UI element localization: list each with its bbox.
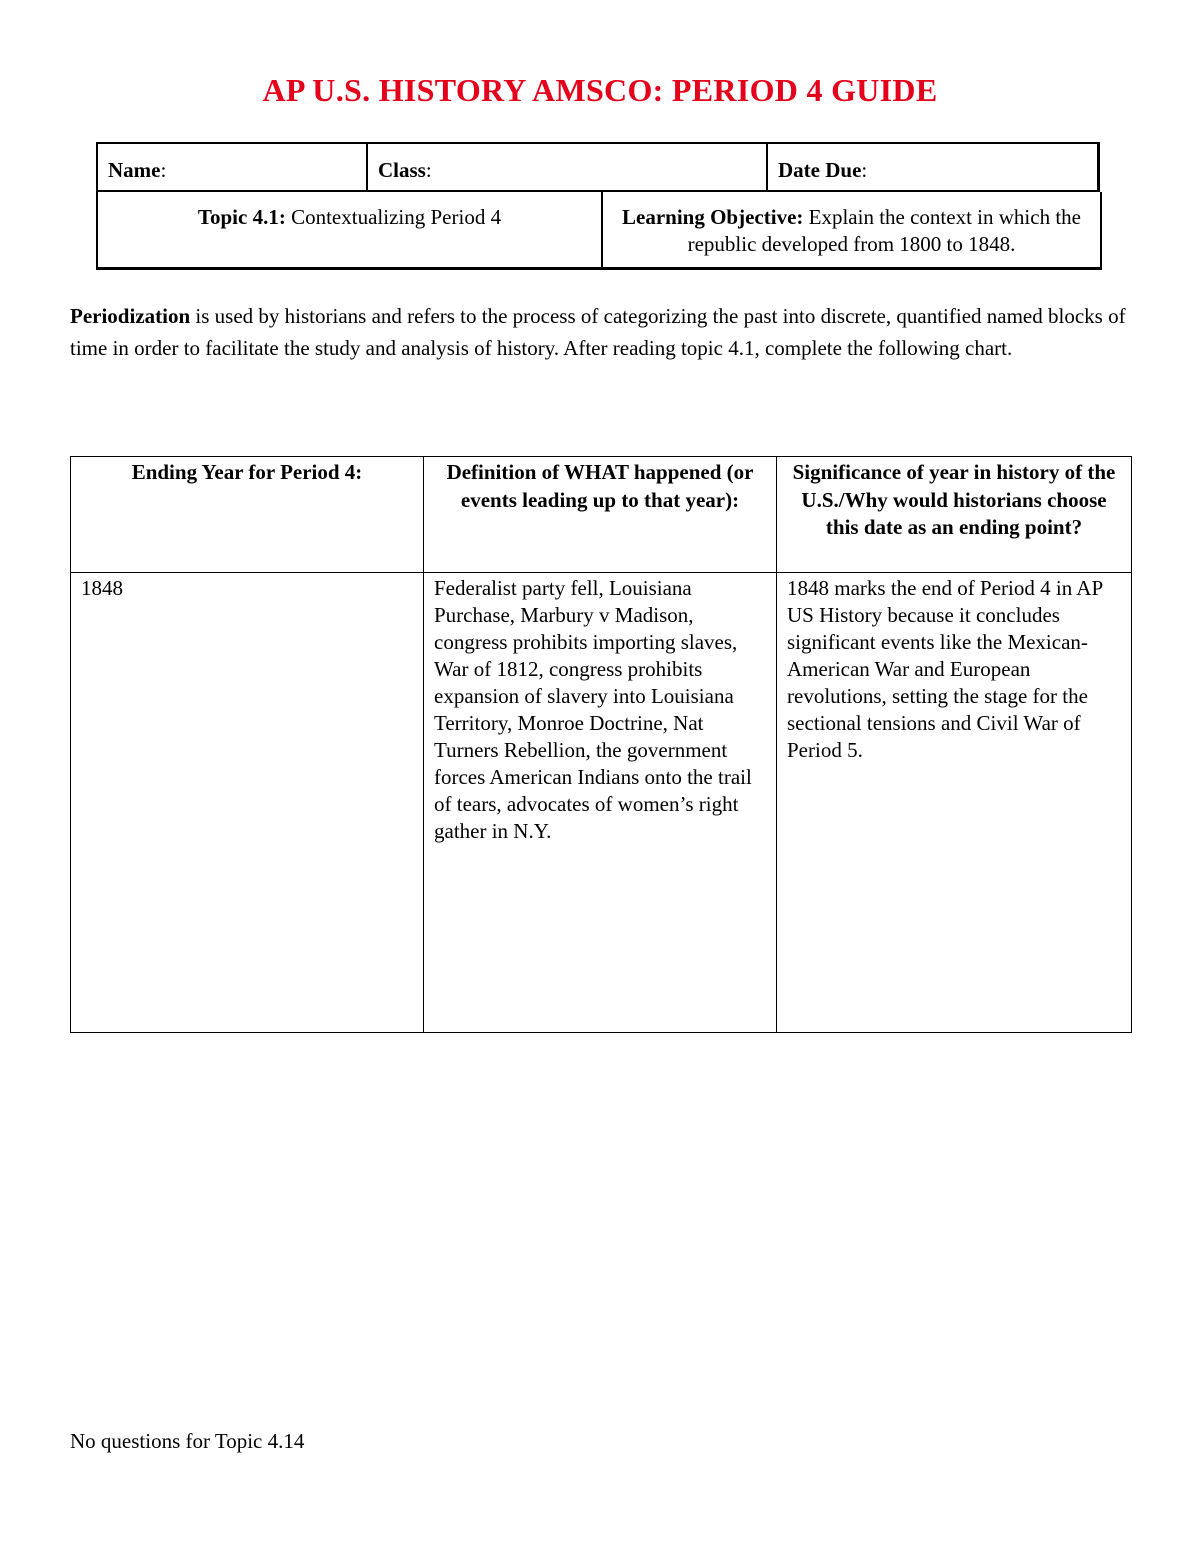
intro-paragraph bbox=[70, 301, 1130, 364]
learning-objective-value: Explain the context in which the republic developed from 1800 to 1848. bbox=[687, 205, 1081, 256]
periodization-term: Periodization bbox=[70, 304, 191, 328]
date-due-label: Date Due bbox=[778, 158, 862, 182]
cell-ending-year[interactable]: 1848 bbox=[71, 573, 424, 1033]
learning-objective-cell bbox=[601, 192, 1100, 267]
page-title: AP U.S. HISTORY AMSCO: PERIOD 4 GUIDE bbox=[262, 72, 938, 108]
name-colon: : bbox=[160, 158, 167, 182]
topic-row bbox=[96, 192, 1102, 270]
class-colon: : bbox=[425, 158, 432, 182]
name-label: Name bbox=[108, 158, 161, 182]
header-ending-year: Ending Year for Period 4: bbox=[71, 457, 424, 573]
cell-definition[interactable]: Federalist party fell, Louisiana Purchase, Marbury v Madison, congress prohibits importing slaves, War of 1812, congress prohibits expansion of slavery into Louisiana Territory, Monroe Doctrine, Nat Turners Rebellion, the government forces American Indians onto the trail of tears, advocates of women’s right gather in N.Y. bbox=[424, 573, 777, 1033]
intro-text: is used by historians and refers to the process of categorizing the past into discrete, quantified named blocks of time in order to facilitate the study and analysis of history. After reading topic 4.1, complete the following chart. bbox=[70, 304, 1126, 360]
footer-note: No questions for Topic 4.14 bbox=[70, 1429, 305, 1453]
periodization-chart bbox=[70, 456, 1132, 1033]
cell-significance[interactable]: 1848 marks the end of Period 4 in AP US History because it concludes significant events like the Mexican-American War and European revolutions, setting the stage for the sectional tensions and Civil War of Period 5. bbox=[777, 573, 1132, 1033]
chart-answer-row bbox=[71, 573, 1132, 1033]
topic-value: Contextualizing Period 4 bbox=[285, 205, 502, 229]
header-significance: Significance of year in history of the U.S./Why would historians choose this date as an ending point? bbox=[777, 457, 1132, 573]
student-info-table bbox=[96, 142, 1102, 270]
class-field[interactable] bbox=[366, 144, 766, 190]
learning-objective-label: Learning Objective: bbox=[622, 205, 804, 229]
topic-label: Topic 4.1: bbox=[197, 205, 286, 229]
class-label: Class bbox=[378, 158, 426, 182]
header-definition: Definition of WHAT happened (or events leading up to that year): bbox=[424, 457, 777, 573]
date-due-colon: : bbox=[861, 158, 868, 182]
topic-cell bbox=[98, 192, 601, 267]
name-field[interactable] bbox=[98, 144, 366, 190]
student-info-row bbox=[96, 142, 1100, 192]
chart-header-row bbox=[71, 457, 1132, 573]
date-due-field[interactable] bbox=[766, 144, 1097, 190]
